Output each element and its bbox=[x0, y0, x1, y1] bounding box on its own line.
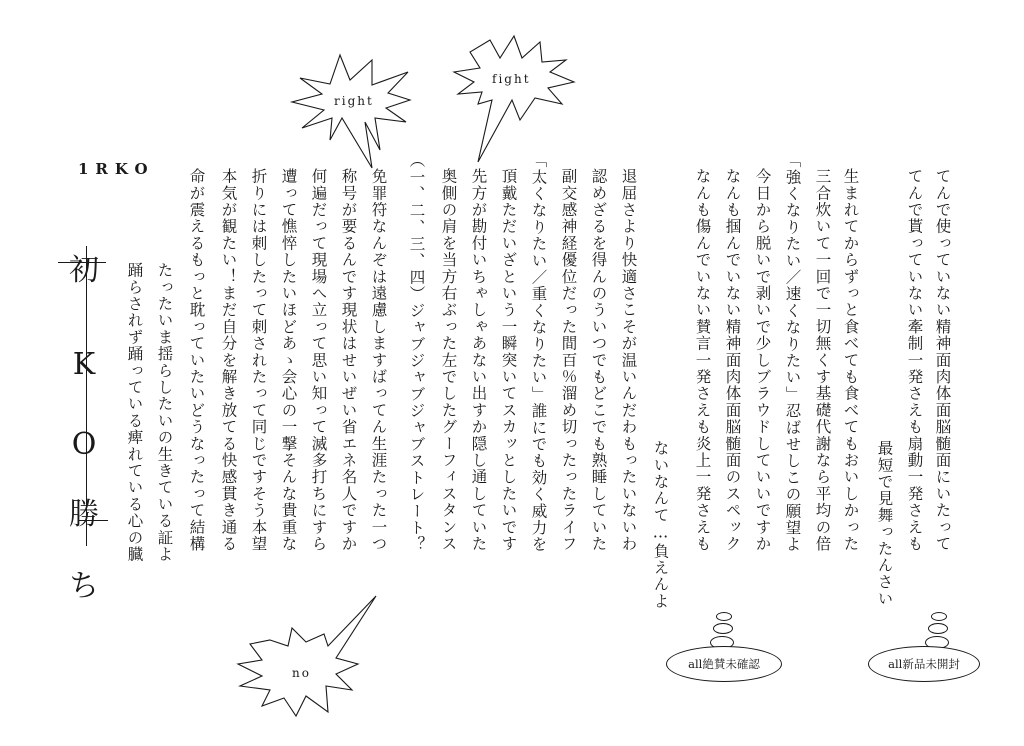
lyric-line: 折りには刺したって刺されたって同じですそう本望 bbox=[249, 168, 268, 553]
title-char-2: K bbox=[72, 347, 96, 382]
praise-unconfirmed-bubble: all絶賛未確認 bbox=[666, 646, 782, 682]
lyric-line: 生まれてからずっと食べても食べてもおいしかった bbox=[841, 168, 860, 553]
lyric-line: 今日から脱いで剥いで少しブラウドしていいですか bbox=[753, 168, 772, 553]
fight-burst-label: fight bbox=[492, 72, 531, 86]
fight-burst-icon bbox=[454, 36, 574, 162]
lyric-line: 免罪符なんぞは遠慮しますばってん生涯たった一つ bbox=[369, 168, 388, 553]
title-char-4: 勝 bbox=[69, 497, 99, 532]
lyric-line: 命が震えるもっと耽っていたいどうなったって結構 bbox=[187, 168, 206, 553]
title-char-5: ち bbox=[69, 569, 99, 604]
lyric-line: 退屈さより快適さこそが温いんだわもったいないわ bbox=[619, 168, 638, 553]
lyric-line: てんで使っていない精神面肉体面脳髄面にいたって bbox=[933, 168, 952, 553]
thought-dot bbox=[713, 623, 733, 634]
lyric-line: 「太くなりたい／重くなりたい」誰にでも効く威力を bbox=[529, 152, 548, 553]
side-label: 1RKO bbox=[78, 160, 155, 178]
thought-dot bbox=[931, 612, 947, 621]
lyric-line: 先方が勘付いちゃしゃあない出すか隠し通していた bbox=[469, 168, 488, 553]
thought-dot bbox=[716, 612, 732, 621]
right-burst-label: right bbox=[334, 94, 374, 108]
lyric-line: てんで貰っていない牽制一発さえも扇動一発さえも bbox=[905, 168, 924, 553]
thought-dot bbox=[928, 623, 948, 634]
lyric-line: 副交感神経優位だった間百％溜め切ったったライフ bbox=[559, 168, 578, 553]
title-char-3: O bbox=[71, 427, 97, 462]
lyric-line: 最短で見舞ったんさい bbox=[875, 440, 894, 607]
lyric-line: 遭って憔悴したいほどあゝ会心の一撃そんな貴重な bbox=[279, 168, 298, 553]
lyric-line: 称号が要るんです現状はせいぜい省エネ名人ですか bbox=[339, 168, 358, 553]
lyric-line: 頂戴ただいざという一瞬突いてスカッとしたいです bbox=[499, 168, 518, 553]
lyric-line: 踊らされず踊っている痺れている心の臓 bbox=[125, 262, 144, 563]
lyric-line: 奥側の肩を当方右ぶった左でしたグーフィスタンス bbox=[439, 168, 458, 553]
title-char-1: 初 bbox=[69, 253, 99, 288]
new-sealed-bubble: all新品未開封 bbox=[868, 646, 980, 682]
right-burst-icon bbox=[292, 55, 410, 168]
lyric-line: 認めざるを得んのういつでもどこでも熟睡していた bbox=[589, 168, 608, 553]
no-burst-icon bbox=[238, 596, 376, 716]
lyric-line: なんも掴んでいない精神面肉体面脳髄面のスペック bbox=[723, 168, 742, 553]
lyric-line: （一、二、三、四）ジャブジャブジャブストレート？ bbox=[407, 152, 426, 553]
lyric-line: 「強くなりたい／速くなりたい」忍ばせしこの願望よ bbox=[783, 152, 802, 553]
no-burst-label: no bbox=[292, 666, 311, 680]
lyric-line: ないなんて…負えんよ bbox=[651, 440, 670, 610]
lyric-line: 本気が観たい！まだ自分を解き放てる快感貫き通る bbox=[219, 168, 238, 553]
lyric-line: なんも傷んでいない賛言一発さえも炎上一発さえも bbox=[693, 168, 712, 553]
lyric-line: 三合炊いて一回で一切無くす基礎代謝なら平均の倍 bbox=[813, 168, 832, 553]
lyric-line: たったいま揺らしたいの生きている証よ bbox=[155, 262, 174, 563]
lyric-line: 何遍だって現場へ立って思い知って滅多打ちにすら bbox=[309, 168, 328, 553]
